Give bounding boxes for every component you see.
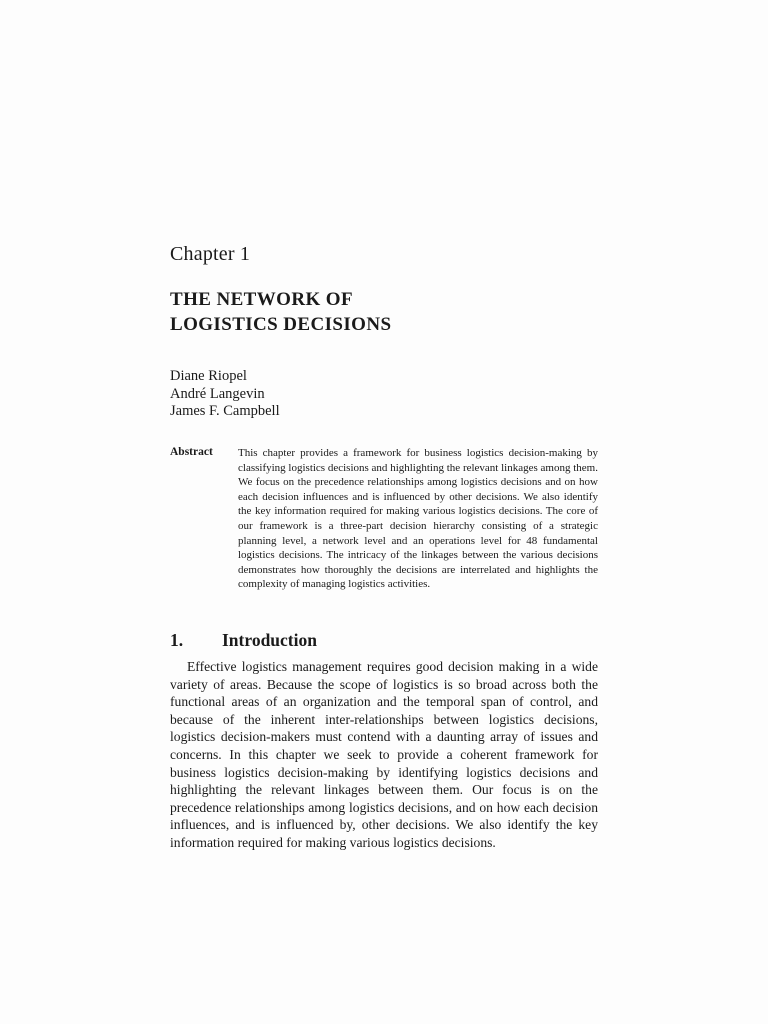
section-number: 1. bbox=[170, 630, 184, 650]
author-name: Diane Riopel bbox=[170, 368, 247, 384]
author-name: James F. Campbell bbox=[170, 403, 280, 419]
author-name: André Langevin bbox=[170, 385, 265, 402]
chapter-label: Chapter 1 bbox=[170, 243, 251, 265]
abstract-label: Abstract bbox=[170, 446, 213, 458]
chapter-title-line: LOGISTICS DECISIONS bbox=[170, 314, 392, 335]
author-list bbox=[170, 368, 280, 421]
abstract-text: This chapter provides a framework for business logistics decision-making by classifying logistics decisions and highlighting the relevant linkages among them. We focus on the precedence relationships among logistics decisions and on how each decision influences and is influenced by other decisions. We also identify the key information required for making various logistics decisions. The core of our framework is a three-part decision hierarchy consisting of a strategic planning level, a network level and an operations level for 48 fundamental logistics decisions. The intricacy of the linkages between the various decisions demonstrates how thoroughly the decisions are interrelated and highlights the complexity of managing logistics activities. bbox=[238, 447, 598, 591]
chapter-title-line: THE NETWORK OF bbox=[170, 289, 353, 310]
chapter-title bbox=[170, 287, 590, 337]
section-heading bbox=[170, 630, 317, 651]
section-title: Introduction bbox=[222, 630, 317, 650]
section-body-paragraph: Effective logistics management requires good decision making in a wide variety of areas. Because the scope of logistics is so broad across both the functional areas of an organization and the temporal span of control, and because of the inherent inter-relationships between logistics decisions, logistics decision-makers must contend with a daunting array of issues and concerns. In this chapter we seek to provide a coherent framework for business logistics decision-making by identifying logistics decisions and highlighting the relevant linkages between them. Our focus is on the precedence relationships among logistics decisions, and on how each decision influences, and is influenced by, other decisions. We also identify the key information required for making various logistics decisions. bbox=[170, 659, 598, 850]
